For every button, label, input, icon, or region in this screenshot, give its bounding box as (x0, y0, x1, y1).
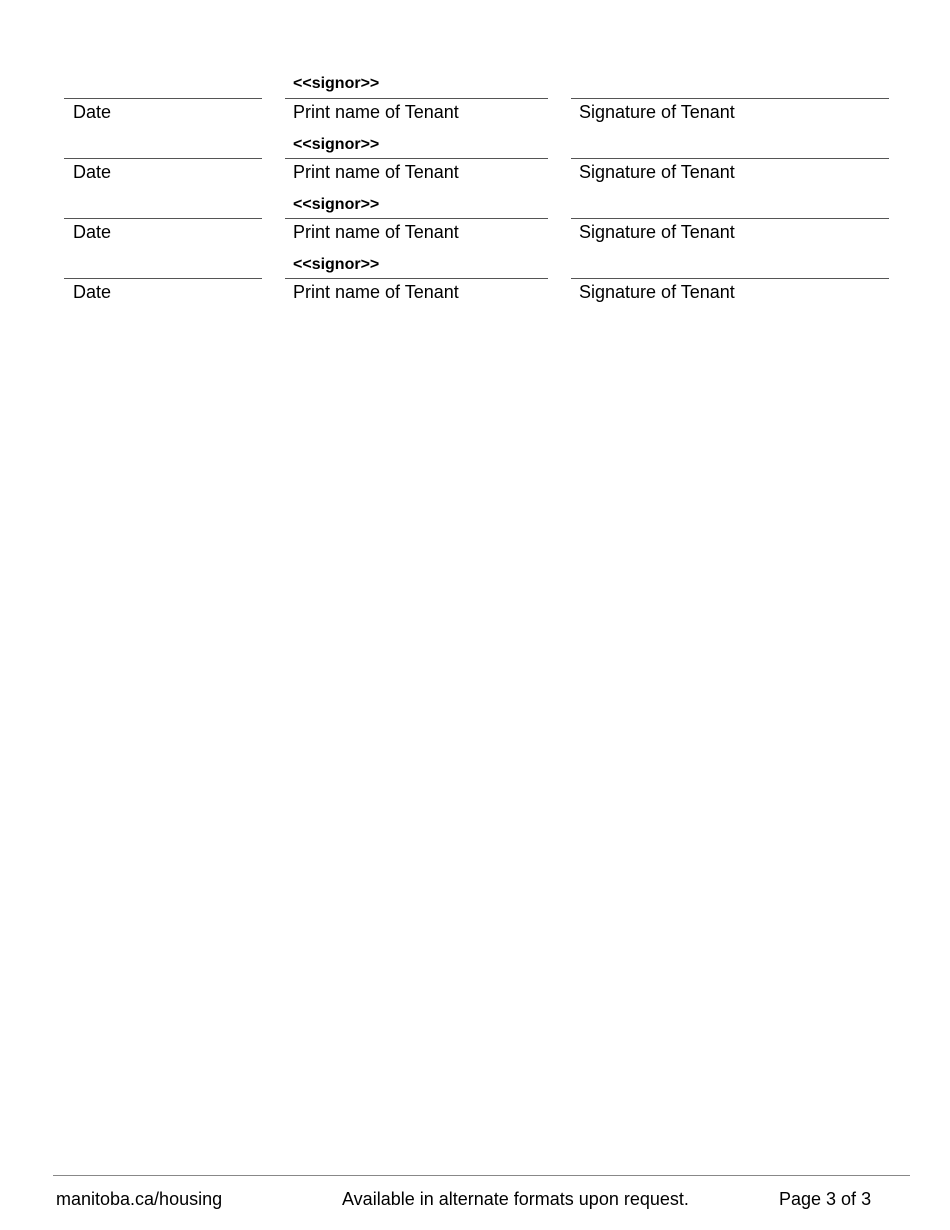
signature-label: Signature of Tenant (579, 282, 735, 302)
signor-placeholder: <<signor>> (293, 75, 380, 92)
print-name-label: Print name of Tenant (293, 282, 459, 302)
date-line (64, 278, 262, 279)
signor-placeholder: <<signor>> (293, 196, 380, 213)
date-line (64, 158, 262, 159)
footer-notice: Available in alternate formats upon request. (342, 1189, 689, 1209)
signor-placeholder: <<signor>> (293, 256, 380, 273)
date-label: Date (73, 162, 112, 182)
print-name-line (285, 158, 548, 159)
print-name-line (285, 278, 548, 279)
signature-line (571, 218, 889, 219)
date-label: Date (73, 102, 112, 122)
footer-divider (53, 1175, 910, 1176)
signature-label: Signature of Tenant (579, 162, 735, 182)
signature-block-2 (0, 136, 950, 196)
footer-website: manitoba.ca/housing (56, 1189, 223, 1209)
date-line (64, 98, 262, 99)
print-name-label: Print name of Tenant (293, 102, 459, 122)
signature-block-1 (0, 75, 950, 135)
signature-label: Signature of Tenant (579, 222, 735, 242)
print-name-line (285, 98, 548, 99)
print-name-line (285, 218, 548, 219)
signature-line (571, 278, 889, 279)
signature-block-3 (0, 196, 950, 256)
footer-page-number: Page 3 of 3 (779, 1189, 872, 1209)
signature-block-4 (0, 256, 950, 316)
print-name-label: Print name of Tenant (293, 222, 459, 242)
signature-label: Signature of Tenant (579, 102, 735, 122)
signature-line (571, 158, 889, 159)
signature-line (571, 98, 889, 99)
date-label: Date (73, 282, 112, 302)
print-name-label: Print name of Tenant (293, 162, 459, 182)
signor-placeholder: <<signor>> (293, 136, 380, 153)
date-label: Date (73, 222, 112, 242)
date-line (64, 218, 262, 219)
